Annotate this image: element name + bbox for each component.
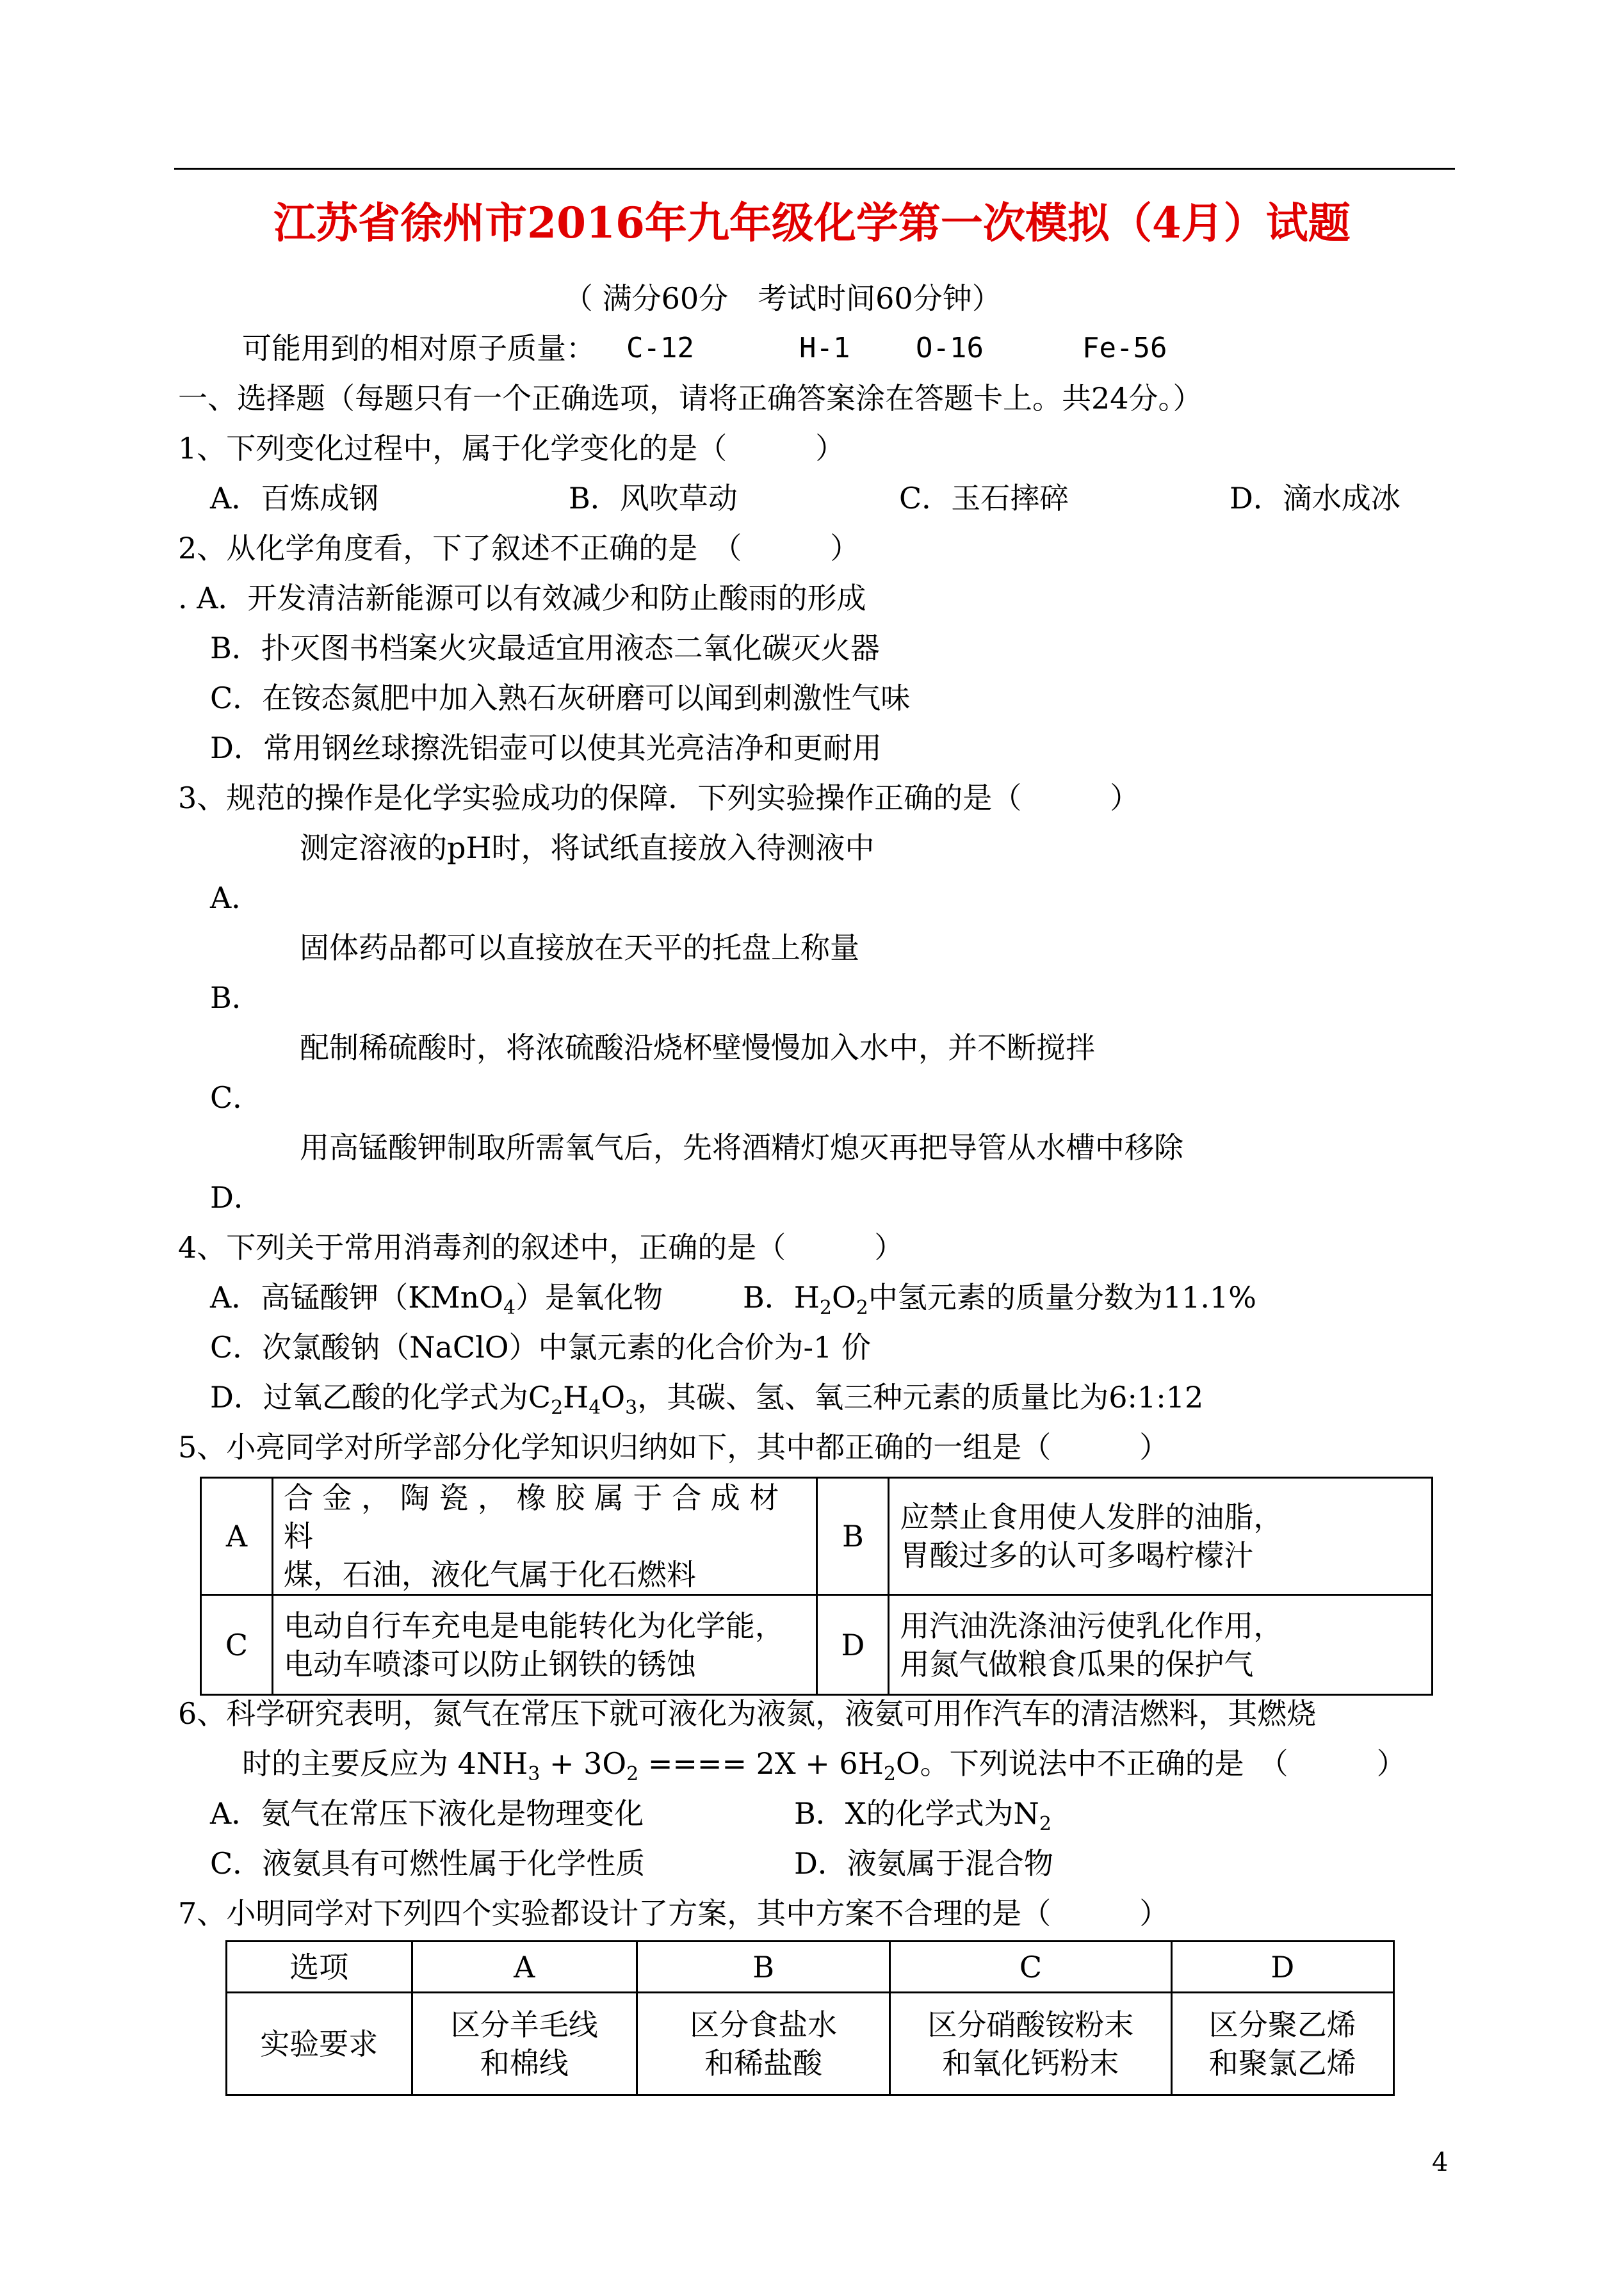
question-4-option-c: C．次氯酸钠（NaClO）中氯元素的化合价为-1 价: [210, 1330, 871, 1365]
question-2-stem: 2、从化学角度看，下了叙述不正确的是 （ ）: [178, 531, 860, 565]
question-3-option-d-label: D．: [210, 1180, 263, 1215]
question-5-stem: 5、小亮同学对所学部分化学知识归纳如下，其中都正确的一组是（ ）: [178, 1430, 1169, 1464]
question-5-cell-d-line2: 用氮气做粮食瓜果的保护气: [900, 1646, 1254, 1682]
question-5-cell-b-label: B: [817, 1478, 889, 1595]
question-5-cell-c-line1: 电动自行车充电是电能转化为化学能，: [283, 1608, 784, 1643]
question-5-cell-a-line1: 合 金 ， 陶 瓷 ， 橡 胶 属 于 合 成 材 料: [283, 1480, 779, 1553]
question-5-cell-a: [272, 1478, 817, 1595]
question-6-line2-sub1: 3: [528, 1763, 540, 1785]
question-7-header-d: D: [1171, 1942, 1393, 1993]
question-7-header-c: C: [890, 1942, 1171, 1993]
atomic-mass-c: C-12: [626, 332, 694, 364]
question-5-cell-d-label: D: [817, 1595, 889, 1695]
question-7-cell-a: [412, 1993, 637, 2095]
question-5-cell-d: [889, 1595, 1433, 1695]
question-2-option-c: C．在铵态氮肥中加入熟石灰研磨可以闻到刺激性气味: [210, 681, 911, 715]
question-3-option-b-text: 固体药品都可以直接放在天平的托盘上称量: [300, 930, 859, 965]
question-4-option-d-sub3: 3: [625, 1397, 638, 1419]
question-5-cell-b-line1: 应禁止食用使人发胖的油脂，: [900, 1500, 1283, 1534]
question-7-header-a: A: [412, 1942, 637, 1993]
atomic-mass-fe: Fe-56: [1082, 332, 1167, 364]
question-4-option-a-sub: 4: [503, 1297, 516, 1319]
question-7-header-option: 选项: [227, 1942, 412, 1993]
question-7-cell-c-line1: 区分硝酸铵粉末: [927, 2007, 1134, 2042]
question-4-option-d-o: O: [601, 1380, 626, 1415]
question-3-option-c-text: 配制稀硫酸时，将浓硫酸沿烧杯壁慢慢加入水中，并不断搅拌: [300, 1030, 1095, 1065]
page-number: 4: [1432, 2148, 1449, 2177]
question-7-cell-d-line1: 区分聚乙烯: [1208, 2007, 1356, 2042]
question-1-option-d: D．滴水成冰: [1230, 481, 1401, 515]
atomic-mass-h: H-1: [799, 332, 850, 364]
question-4-option-a: [210, 1278, 663, 1317]
question-5-cell-b: [889, 1478, 1433, 1595]
question-6-line2-sub3: 2: [883, 1763, 896, 1785]
question-3-option-c-label: C．: [210, 1080, 263, 1115]
question-5-cell-c-label: C: [201, 1595, 273, 1695]
question-6-line2-mid1: + 3O: [540, 1746, 627, 1781]
question-6-line2-sub2: 2: [626, 1763, 639, 1785]
question-7-table: [225, 1940, 1395, 2096]
question-5-cell-c: [272, 1595, 817, 1695]
question-7-cell-a-line1: 区分羊毛线: [450, 2007, 598, 2042]
atomic-mass-label: 可能用到的相对原子质量：: [242, 331, 596, 366]
question-4-option-a-post: ）是氧化物: [516, 1280, 663, 1315]
question-4-option-b-sub1: 2: [819, 1297, 832, 1319]
question-4-option-b-mid: O: [832, 1280, 856, 1315]
question-6-option-a: A．氨气在常压下液化是物理变化: [210, 1796, 644, 1831]
header-rule: [174, 168, 1455, 170]
question-7-cell-b-line2: 和稀盐酸: [704, 2045, 823, 2080]
question-3-option-d-text: 用高锰酸钾制取所需氧气后，先将酒精灯熄灭再把导管从水槽中移除: [300, 1130, 1183, 1165]
question-4-option-d-sub1: 2: [551, 1397, 564, 1419]
question-4-option-d-sub2: 4: [589, 1397, 601, 1419]
question-6-line2-mid2: ==== 2X + 6H: [638, 1746, 884, 1781]
question-4-option-a-pre: A．高锰酸钾（KMnO: [210, 1280, 504, 1315]
question-6-line2-pre: 时的主要反应为 4NH: [242, 1746, 528, 1781]
question-1-stem: 1、下列变化过程中，属于化学变化的是（ ）: [178, 431, 845, 466]
question-4-option-b-sub2: 2: [856, 1297, 868, 1319]
question-6-equation-line: [242, 1744, 1406, 1783]
question-1-option-c: C．玉石摔碎: [899, 481, 1069, 515]
question-7-cell-d: [1171, 1993, 1393, 2095]
question-2-option-a: . A．开发清洁新能源可以有效减少和防止酸雨的形成: [178, 581, 866, 615]
question-4-option-d-pre: D．过氧乙酸的化学式为C: [210, 1380, 551, 1415]
question-6-option-d: D．液氨属于混合物: [794, 1846, 1053, 1881]
question-7-cell-a-line2: 和棉线: [480, 2045, 569, 2080]
question-5-cell-c-line2: 电动车喷漆可以防止钢铁的锈蚀: [283, 1646, 696, 1682]
question-6-line2-post: O。下列说法中不正确的是 （ ）: [895, 1746, 1406, 1781]
question-7-cell-c-line2: 和氧化钙粉末: [942, 2045, 1119, 2080]
question-7-header-b: B: [637, 1942, 889, 1993]
question-3-stem: 3、规范的操作是化学实验成功的保障．下列实验操作正确的是（ ）: [178, 781, 1140, 815]
question-2-option-d: D．常用钢丝球擦洗铝壶可以使其光亮洁净和更耐用: [210, 731, 882, 765]
question-5-table: [200, 1477, 1433, 1696]
question-1-option-b: B．风吹草动: [569, 481, 738, 515]
question-5-cell-b-line2: 胃酸过多的认可多喝柠檬汁: [900, 1538, 1254, 1573]
question-6-option-b-pre: B．X的化学式为N: [794, 1796, 1039, 1831]
question-3-option-a-text: 测定溶液的pH时，将试纸直接放入待测液中: [300, 831, 875, 865]
question-5-cell-a-line2: 煤，石油，液化气属于化石燃料: [283, 1557, 696, 1592]
question-5-cell-d-line1: 用汽油洗涤油污使乳化作用，: [900, 1608, 1283, 1643]
question-4-option-d: [210, 1378, 1204, 1419]
question-1-option-a: A．百炼成钢: [210, 481, 379, 515]
question-3-option-b-label: B．: [210, 980, 261, 1015]
question-7-cell-b-line1: 区分食盐水: [690, 2007, 838, 2042]
question-7-cell-d-line2: 和聚氯乙烯: [1208, 2045, 1356, 2080]
question-4-option-b-post: 中氢元素的质量分数为11.1%: [868, 1280, 1256, 1315]
question-4-option-d-h: H: [563, 1380, 589, 1415]
question-6-option-b: [794, 1794, 1052, 1833]
question-4-stem: 4、下列关于常用消毒剂的叙述中，正确的是（ ）: [178, 1230, 904, 1265]
question-6-stem: 6、科学研究表明，氮气在常压下就可液化为液氮，液氨可用作汽车的清洁燃料，其燃烧: [178, 1696, 1317, 1731]
question-5-cell-a-label: A: [201, 1478, 273, 1595]
question-4-option-b-pre: B．H: [743, 1280, 820, 1315]
atomic-mass-o: O-16: [916, 332, 984, 364]
question-4-option-d-post: ，其碳、氢、氧三种元素的质量比为6:1:12: [637, 1380, 1204, 1415]
question-3-option-a-label: A．: [210, 880, 261, 915]
question-4-option-b: [743, 1278, 1256, 1317]
question-2-option-b: B．扑灭图书档案火灾最适宜用液态二氧化碳灭火器: [210, 631, 880, 665]
question-7-cell-b: [637, 1993, 889, 2095]
question-6-option-c: C．液氨具有可燃性属于化学性质: [210, 1846, 646, 1881]
question-7-cell-c: [890, 1993, 1171, 2095]
question-7-row-label: 实验要求: [227, 1993, 412, 2095]
question-6-option-b-sub: 2: [1039, 1813, 1052, 1835]
question-7-stem: 7、小明同学对下列四个实验都设计了方案，其中方案不合理的是（ ）: [178, 1896, 1169, 1931]
section-heading: 一、选择题（每题只有一个正确选项，请将正确答案涂在答题卡上。共24分。）: [178, 381, 1203, 416]
score-time: （ 满分60分 考试时间60分钟）: [564, 281, 1002, 316]
page-title: 江苏省徐州市2016年九年级化学第一次模拟（4月）试题: [273, 198, 1351, 248]
